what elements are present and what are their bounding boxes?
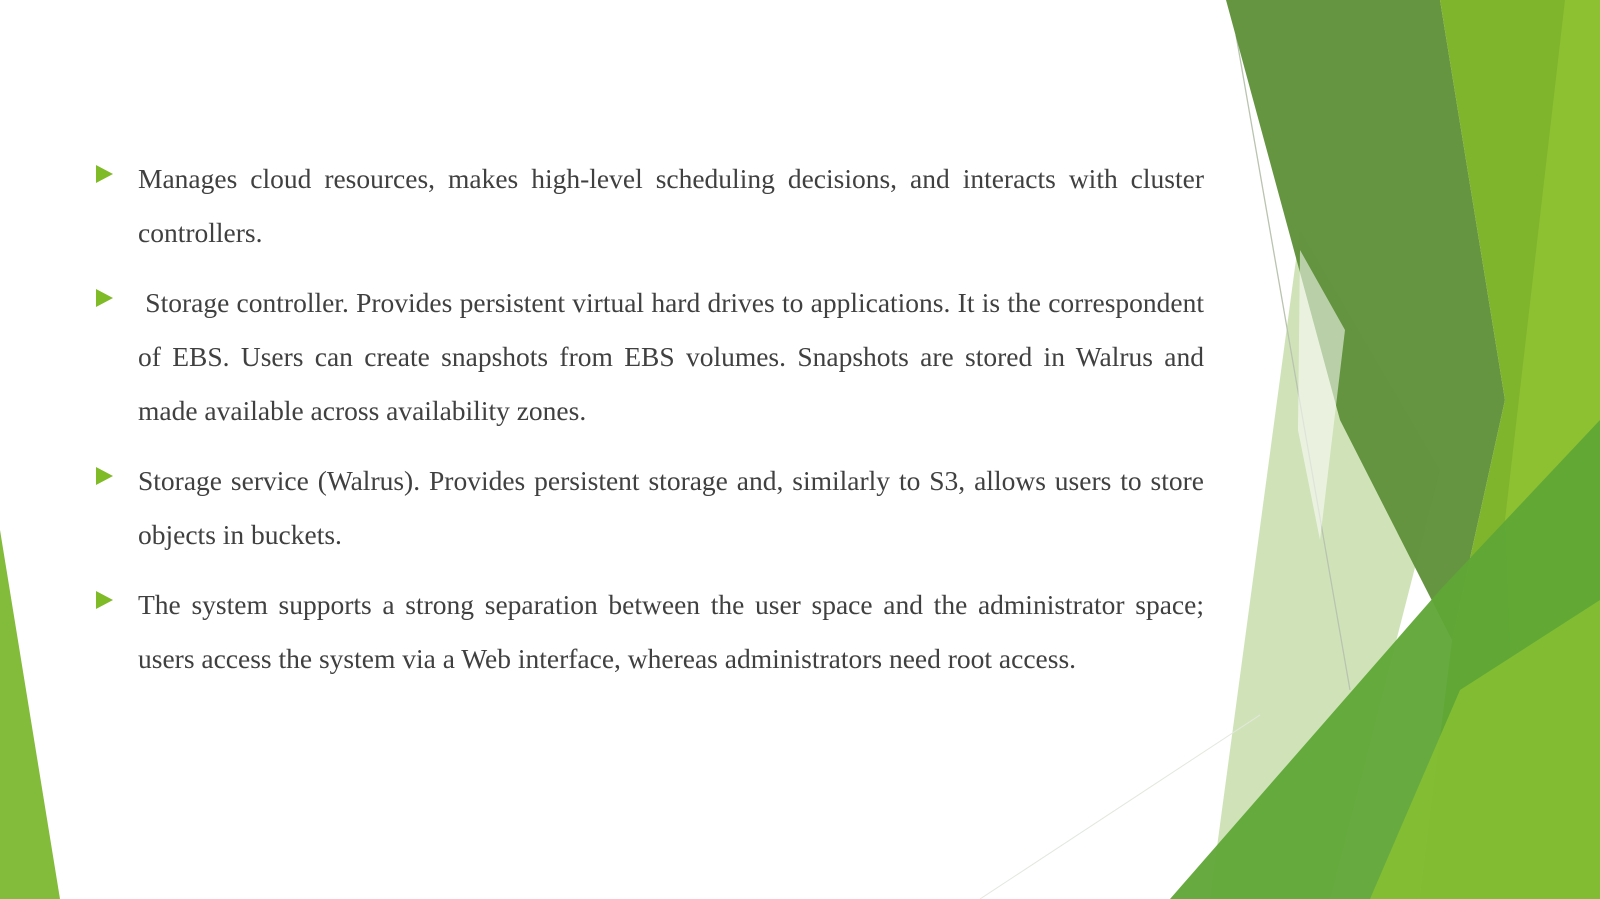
- list-item: [92, 276, 1211, 438]
- list-item: [92, 578, 1211, 686]
- list-item: [92, 454, 1211, 562]
- triangle-bullet-icon: [96, 591, 113, 609]
- bullet-text: Storage controller. Provides persistent virtual hard drives to applications. It is the correspondent of EBS. Users can create snapshots from EBS volumes. Snapshots are stored in Walrus and made available across availability zones.: [138, 287, 1211, 426]
- list-item: [92, 152, 1211, 260]
- left-green-sliver: [0, 530, 60, 899]
- bullet-text: Manages cloud resources, makes high-level scheduling decisions, and interacts with cluster controllers.: [138, 163, 1211, 248]
- triangle-bullet-icon: [96, 289, 113, 307]
- bullet-text: The system supports a strong separation between the user space and the administrator space; users access the system via a Web interface, whereas administrators need root access.: [138, 589, 1211, 674]
- bullet-text: Storage service (Walrus). Provides persistent storage and, similarly to S3, allows users to store objects in buckets.: [138, 465, 1211, 550]
- bullet-list: [92, 152, 1211, 702]
- triangle-bullet-icon: [96, 467, 113, 485]
- triangle-bullet-icon: [96, 165, 113, 183]
